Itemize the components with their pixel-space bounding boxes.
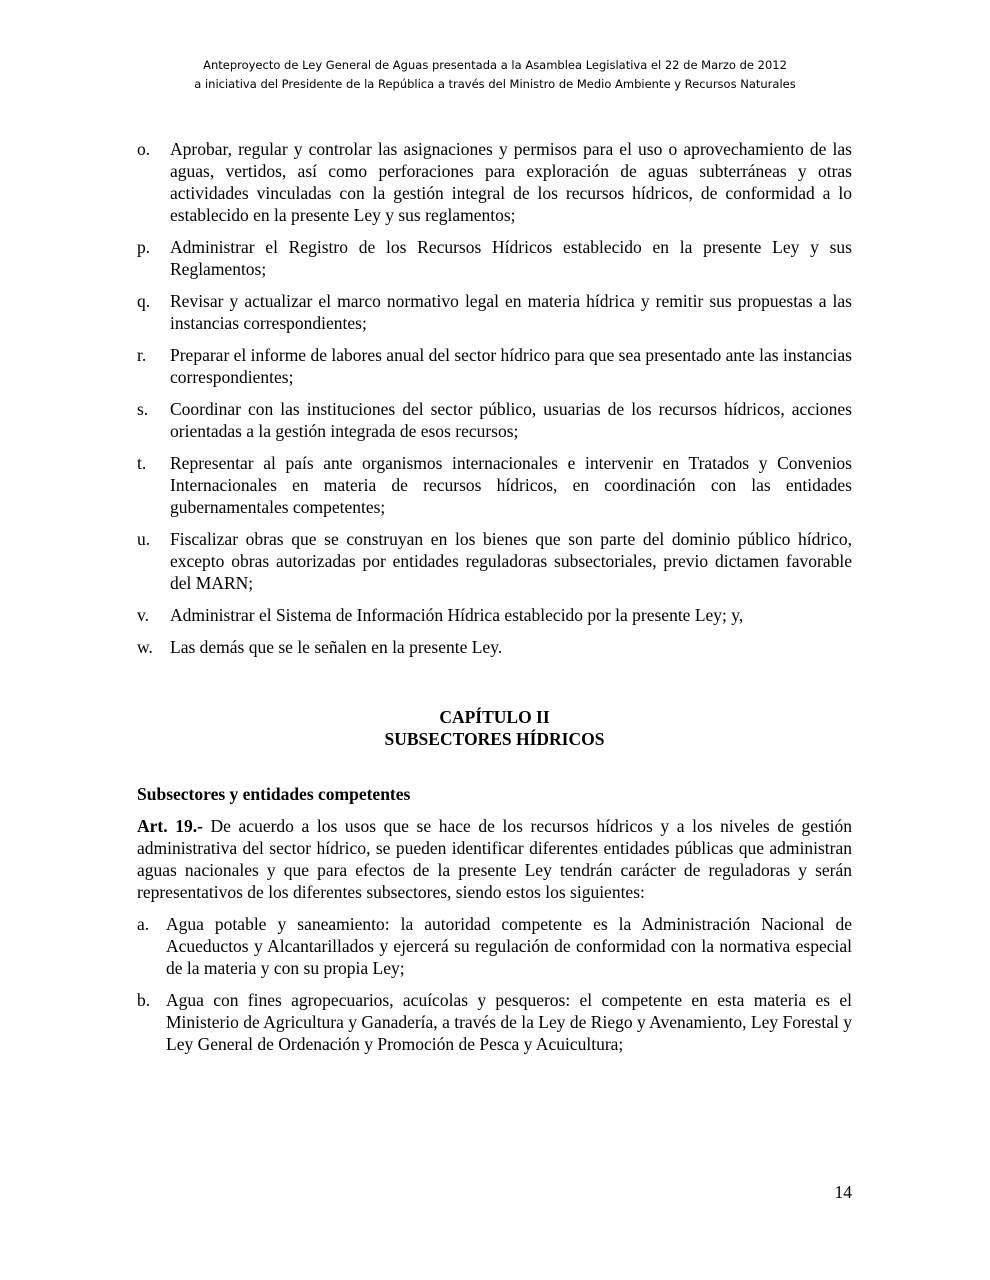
list-marker: w. [137,637,153,657]
list-marker: u. [137,529,151,549]
subsector-list [137,913,852,1055]
list-item [137,452,852,518]
chapter-number: CAPÍTULO II [439,707,550,727]
list-item [137,636,852,658]
chapter-heading [137,706,852,750]
header-line-1: Anteproyecto de Ley General de Aguas presentada a la Asamblea Legislativa el 22 de Marzo de 2012 [203,58,787,72]
list-item [137,398,852,442]
list-item-text: Administrar el Registro de los Recursos Hídricos establecido en la presente Ley y sus Reglamentos; [170,237,852,279]
list-marker: p. [137,237,151,257]
list-item [137,989,852,1055]
list-marker: r. [137,345,147,365]
list-item [137,344,852,388]
section [137,783,852,1065]
list-item-text: Representar al país ante organismos internacionales e intervenir en Tratados y Convenios Internacionales en materia de recursos hídricos, en coordinación con las entidades gubernamentales competentes; [170,453,852,517]
list-item-text: Las demás que se le señalen en la presente Ley. [170,637,503,657]
list-item-text: Preparar el informe de labores anual del sector hídrico para que sea presentado ante las instancias correspondientes; [170,345,852,387]
list-item [137,528,852,594]
list-marker: s. [137,399,149,419]
list-item-text: Aprobar, regular y controlar las asignaciones y permisos para el uso o aprovechamiento de las aguas, vertidos, así como perforaciones para exploración de aguas subterráneas y otras actividades vinculadas con la gestión integral de los recursos hídricos, de conformidad a lo establecido en la presente Ley y sus reglamentos; [170,139,852,225]
chapter-title: SUBSECTORES HÍDRICOS [384,729,605,749]
list-marker: a. [137,914,150,934]
header-line-2: a iniciativa del Presidente de la República a través del Ministro de Medio Ambiente y Recursos Naturales [194,77,796,91]
list-item [137,913,852,979]
article-paragraph [137,815,852,903]
list-item [137,138,852,226]
list-item-text: Coordinar con las instituciones del sector público, usuarias de los recursos hídricos, acciones orientadas a la gestión integrada de esos recursos; [170,399,852,441]
functions-list [137,138,852,668]
list-item-text: Revisar y actualizar el marco normativo legal en materia hídrica y remitir sus propuestas a las instancias correspondientes; [170,291,852,333]
list-marker: v. [137,605,149,625]
section-title: Subsectores y entidades competentes [137,784,411,804]
list-item-text: Agua con fines agropecuarios, acuícolas y pesqueros: el competente en esta materia es el Ministerio de Agricultura y Ganadería, a través de la Ley de Riego y Avenamiento, Ley Forestal y Ley General de Ordenación y Promoción de Pesca y Acuicultura; [166,990,852,1054]
list-item [137,290,852,334]
list-item-text: Administrar el Sistema de Información Hídrica establecido por la presente Ley; y, [170,605,744,625]
list-item [137,604,852,626]
list-marker: t. [137,453,147,473]
list-marker: q. [137,291,151,311]
page-number: 14 [834,1182,852,1202]
article-text: De acuerdo a los usos que se hace de los recursos hídricos y a los niveles de gestión administrativa del sector hídrico, se pueden identificar diferentes entidades públicas que administran aguas nacionales y que para efectos de la presente Ley tendrán carácter de reguladoras y serán representativos de los diferentes subsectores, siendo estos los siguientes: [137,816,853,902]
list-marker: o. [137,139,151,159]
article-label: Art. 19.- [137,816,203,836]
list-marker: b. [137,990,151,1010]
list-item-text: Agua potable y saneamiento: la autoridad competente es la Administración Nacional de Acueductos y Alcantarillados y ejercerá su regulación de conformidad con la normativa especial de la materia y con su propia Ley; [166,914,852,978]
page-header [100,56,890,94]
list-item-text: Fiscalizar obras que se construyan en los bienes que son parte del dominio público hídrico, excepto obras autorizadas por entidades reguladoras subsectoriales, previo dictamen favorable del MARN; [170,529,852,593]
list-item [137,236,852,280]
